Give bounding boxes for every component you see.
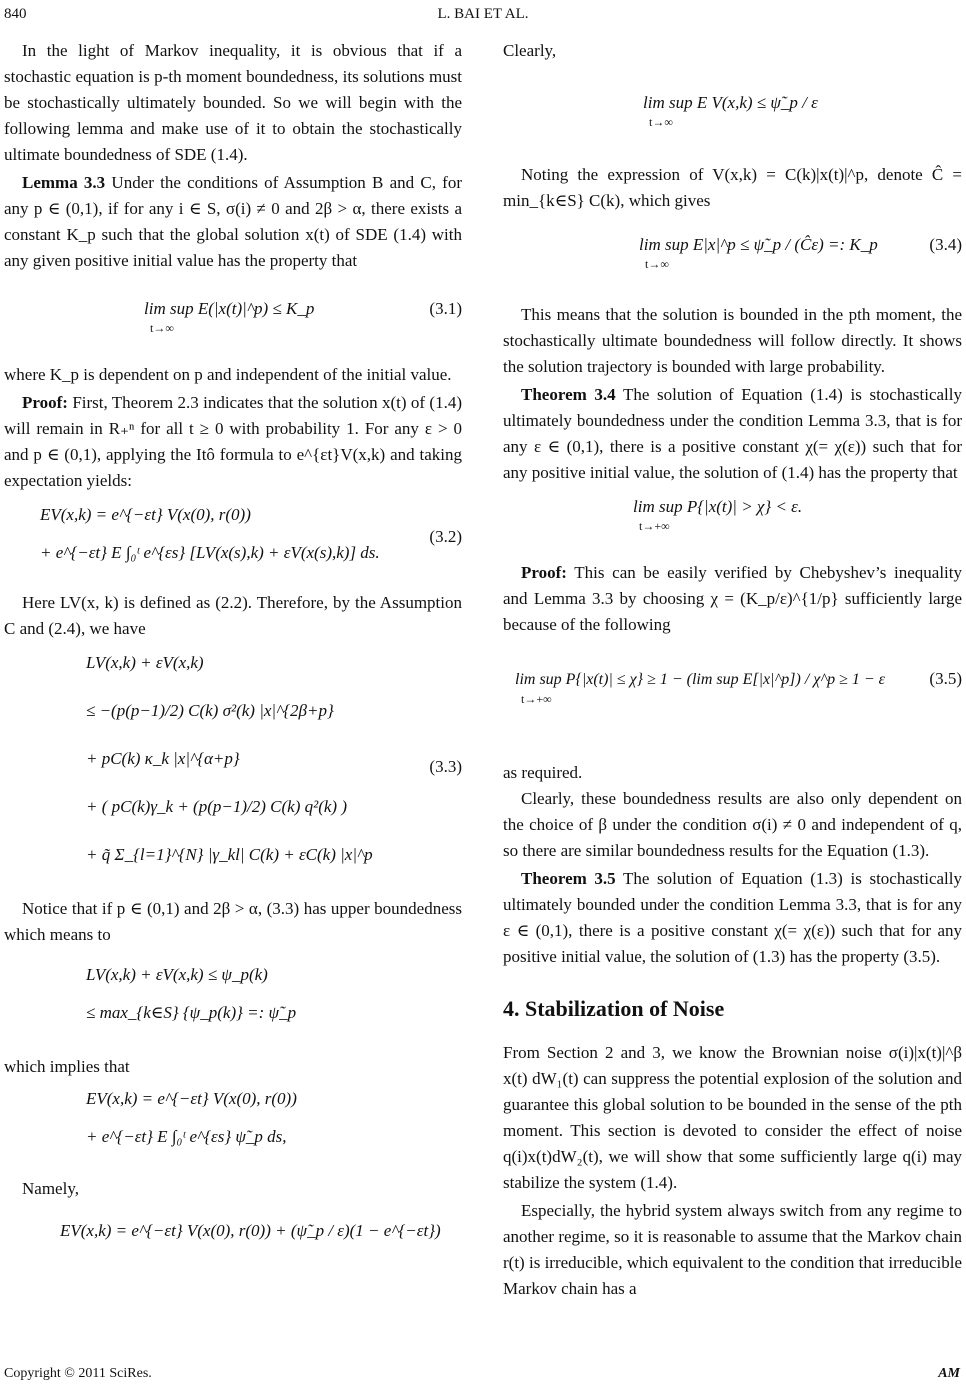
eq33-line5: + q̃ Σ_{l=1}^{N} |γ_kl| C(k) + εC(k) |x|^p — [86, 845, 373, 864]
eq33-line2: ≤ −(p(p−1)/2) C(k) σ²(k) |x|^{2β+p} — [86, 701, 334, 720]
right-column — [503, 38, 962, 1302]
proof-text-right: This can be easily verified by Chebyshev’s inequality and Lemma 3.3 by choosing χ = (K_p/ε)^{1/p} sufficiently large because of the following — [503, 563, 962, 634]
upper-bound-paragraph: Notice that if p ∈ (0,1) and 2β > α, (3.3) has upper boundedness which means to — [4, 899, 462, 944]
clearly-paragraph: Clearly, — [503, 41, 557, 60]
eq-thm34-body: lim sup P{|x(t)| > χ} < ε. — [633, 497, 803, 516]
eq33-number: (3.3) — [429, 757, 462, 776]
proof-theorem-3-4 — [503, 560, 962, 638]
equation-3-5 — [503, 638, 962, 760]
eq31-number: (3.1) — [429, 299, 462, 318]
eq35-body: lim sup P{|x(t)| ≤ χ} ≥ 1 − (lim sup E[|x|^p]) / χ^p ≥ 1 − ε — [515, 671, 885, 688]
eq34-limit-sub: t→∞ — [645, 257, 669, 271]
eq33-line4: + ( pC(k)γ_k + (p(p−1)/2) C(k) q²(k) ) — [86, 797, 347, 816]
proof-lemma — [4, 390, 462, 494]
equation-3-4 — [503, 214, 962, 298]
kp-remark: where K_p is dependent on p and independent of the initial value. — [4, 365, 452, 384]
eq32-number: (3.2) — [429, 527, 462, 546]
equation-3-3 — [4, 642, 462, 896]
theorem-3-4 — [503, 382, 962, 486]
page-number: 840 — [4, 6, 27, 22]
eq-imp-line2: + e^{−εt} E ∫₀ᵗ e^{εs} ψ̃_p ds, — [86, 1127, 287, 1146]
eq-cl-limit-sub: t→∞ — [649, 115, 673, 129]
equation-namely — [4, 1202, 462, 1278]
copyright-footer: Copyright © 2011 SciRes. — [4, 1366, 152, 1381]
equation-theorem-3-4 — [503, 486, 962, 552]
noting-paragraph: Noting the expression of V(x,k) = C(k)|x(t)|^p, denote Ĉ = min_{k∈S} C(k), which gives — [503, 165, 962, 210]
lv-paragraph: Here LV(x, k) is defined as (2.2). Therefore, by the Assumption C and (2.4), we have — [4, 593, 462, 638]
implies-paragraph: which implies that — [4, 1057, 130, 1076]
eq-imp-line1: EV(x,k) = e^{−εt} V(x(0), r(0)) — [86, 1089, 297, 1108]
eq34-body: lim sup E|x|^p ≤ ψ̃_p / (Ĉε) =: K_p — [639, 235, 878, 254]
namely-paragraph: Namely, — [22, 1179, 79, 1198]
thm35-title: Theorem 3.5 — [521, 869, 616, 888]
equation-upper-bound — [4, 948, 462, 1054]
proof-title: Proof: — [22, 393, 68, 412]
equation-3-2 — [4, 494, 462, 590]
eq-ub-line2: ≤ max_{k∈S} {ψ_p(k)} =: ψ̃_p — [86, 1003, 297, 1022]
noise-paragraph: From Section 2 and 3, we know the Brownian noise σ(i)|x(t)|^β x(t) dW₁(t) can suppress the potential explosion of the solution and guarantee this global solution to be bounded in the sense of the pth moment. This section is devoted to consider the effect of noise q(i)x(t)dW₂(t), we will show that some sufficiently large q(i) may stabilize the system (1.4). — [503, 1043, 962, 1192]
proof-text: First, Theorem 2.3 indicates that the solution x(t) of (1.4) will remain in R₊ⁿ for all t ≥ 0 with probability 1. For any ε > 0 and p ∈ (0,1), applying the Itô formula to e^{εt}V(x,k) and taking expectation yields: — [4, 393, 462, 490]
journal-abbrev: AM — [938, 1366, 960, 1381]
intro-paragraph: In the light of Markov inequality, it is obvious that if a stochastic equation is p-th moment boundedness, its solutions must be stochastically ultimately bounded. So we will begin with the following lemma and make use of it to obtain the stochastically ultimate boundedness of SDE (1.4). — [4, 41, 462, 164]
eq-thm34-limit-sub: t→+∞ — [639, 519, 670, 533]
eq-ub-line1: LV(x,k) + εV(x,k) ≤ ψ_p(k) — [86, 965, 268, 984]
eq31-limit-sub: t→∞ — [150, 321, 174, 335]
section-heading: 4. Stabilization of Noise — [503, 996, 725, 1021]
lemma-3-3 — [4, 170, 462, 274]
equation-3-1 — [4, 274, 462, 362]
equation-clearly — [503, 64, 962, 162]
equation-implies — [4, 1080, 462, 1176]
hybrid-paragraph: Especially, the hybrid system always switch from any regime to another regime, so it is reasonable to assume that the Markov chain r(t) is irreducible, which equivalent to the condition that irreducible Markov chain has a — [503, 1201, 962, 1298]
eq32-line1: EV(x,k) = e^{−εt} V(x(0), r(0)) — [40, 505, 251, 524]
lemma-text: Under the conditions of Assumption B and C, for any p ∈ (0,1), if for any i ∈ S, σ(i) ≠ 0 and 2β > α, there exists a constant K_p such that the global solution x(t) of SDE (1.4) with any given positive initial value has the property that — [4, 173, 463, 270]
thm35-text: The solution of Equation (1.3) is stochastically ultimately bounded under the condition Lemma 3.3, that is for any ε ∈ (0,1), there is a positive constant χ(= χ(ε)) such that for any positive initial value, the solution of (1.3) has the property (3.5). — [503, 869, 962, 966]
left-column — [4, 38, 462, 1278]
clearly-boundedness-paragraph: Clearly, these boundedness results are also only dependent on the choice of β under the condition σ(i) ≠ 0 and independent of q, so there are similar boundedness results for the Equation (1.3). — [503, 789, 962, 860]
thm34-text: The solution of Equation (1.4) is stochastically ultimately boundedness under the condition Lemma 3.3, that is for any ε ∈ (0,1), there is a positive constant χ(= χ(ε)) such that for any positive initial value, the solution of (1.4) has the property that — [503, 385, 962, 482]
lemma-title: Lemma 3.3 — [22, 173, 106, 192]
eq34-number: (3.4) — [929, 235, 962, 254]
eq-cl-body: lim sup E V(x,k) ≤ ψ̃_p / ε — [643, 93, 818, 112]
running-head: L. BAI ET AL. — [437, 6, 529, 22]
eq31-body: lim sup E(|x(t)|^p) ≤ K_p — [144, 299, 315, 318]
eq35-number: (3.5) — [929, 669, 962, 688]
meaning-paragraph: This means that the solution is bounded in the pth moment, the stochastically ultimate boundedness will follow directly. It shows the solution trajectory is bounded with large probability. — [503, 305, 962, 376]
theorem-3-5 — [503, 866, 962, 970]
eq33-line1: LV(x,k) + εV(x,k) — [86, 653, 204, 672]
eq33-line3: + pC(k) κ_k |x|^{α+p} — [86, 749, 240, 768]
eq-namely-body: EV(x,k) = e^{−εt} V(x(0), r(0)) + (ψ̃_p / ε)(1 − e^{−εt}) — [60, 1221, 441, 1240]
proof-title-right: Proof: — [521, 563, 567, 582]
thm34-title: Theorem 3.4 — [521, 385, 616, 404]
eq32-line2: + e^{−εt} E ∫₀ᵗ e^{εs} [LV(x(s),k) + εV(x(s),k)] ds. — [40, 543, 380, 562]
eq35-limit-sub: t→+∞ — [521, 692, 552, 706]
as-required: as required. — [503, 763, 583, 782]
